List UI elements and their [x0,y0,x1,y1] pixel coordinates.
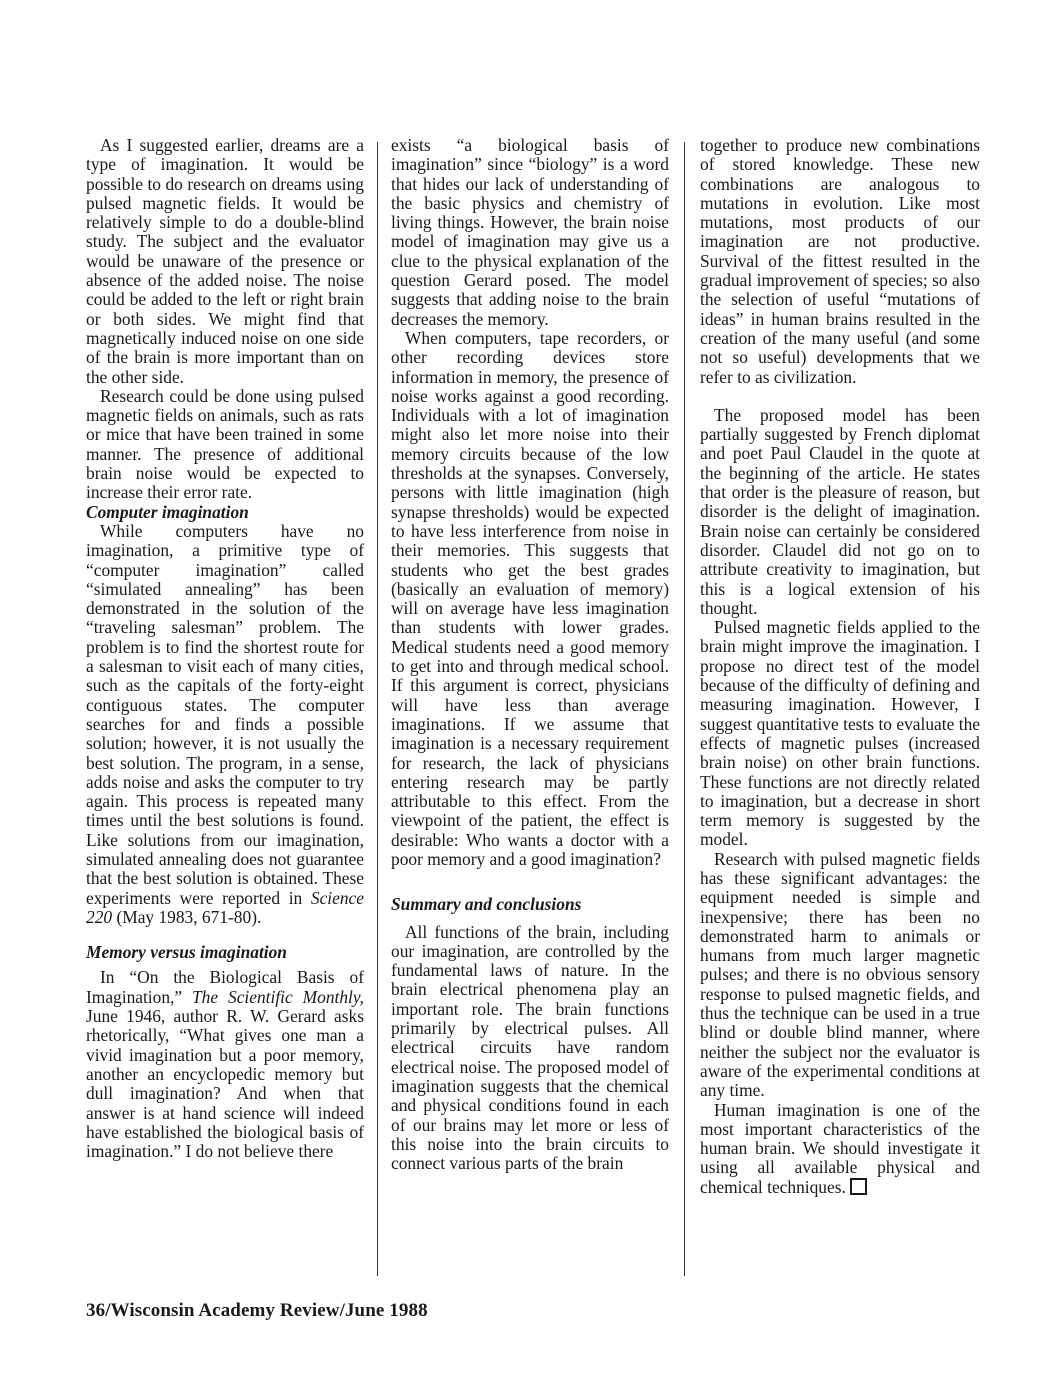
article-column-3 [700,136,980,1197]
paragraph: When computers, tape recorders, or other recording devices store information in memory, the presence of noise works against a good recording. Individuals with a lot of imagination might also let more noise into their memory circuits because of the low thresholds at the synapses. Conversely, persons with little imagination (high synapse thresholds) would be expected to have less interference from noise in their memories. This suggests that students who get the best grades (basically an evaluation of memory) will on average have less imagination than students with lower grades. Medical students need a good memory to get into and through medical school. If this argument is correct, physicians will have less than average imaginations. If we assume that imagination is a necessary requirement for research, the lack of physicians entering research may be partly attributable to this effect. From the viewpoint of the patient, the effect is desirable: Who wants a doctor with a poor memory and a good imagination? [391,327,669,869]
section-heading-computer-imagination: Computer imagination [86,501,249,522]
paragraph: The proposed model has been partially suggested by French diplomat and poet Paul Claudel in the quote at the beginning of the article. He states that order is the pleasure of reason, but disorder is the delight of imagination. Brain noise can certainly be considered disorder. Claudel did not go on to attribute creativity to imagination, but this is a logical extension of his thought. [700,404,980,618]
paragraph [86,522,364,927]
section-heading-memory-versus-imagination: Memory versus imagination [86,942,287,963]
text-run: In “On the Biological Basis of Imagination,” [86,967,364,1007]
column-divider-right [684,142,685,1276]
column-divider-left [377,142,378,1276]
article-column-1 [86,136,364,1161]
paragraph: exists “a biological basis of imagination” since “biology” is a word that hides our lack of understanding of the basic physics and chemistry of living things. However, the brain noise model of imagination may give us a clue to the physical explanation of the question Gerard posed. The model suggests that adding noise to the brain decreases the memory. [391,135,669,329]
paragraph: Research could be done using pulsed magnetic fields on animals, such as rats or mice that have been trained in some manner. The presence of additional brain noise would be expected to increase their error rate. [86,385,364,503]
page-footer: 36/Wisconsin Academy Review/June 1988 [86,1300,428,1321]
paragraph: together to produce new combinations of stored knowledge. These new combinations are analogous to mutations in evolution. Like most mutations, most products of our imagination are not productive. Survival of the fittest resulted in the gradual improvement of species; so also the selection of useful “mutations of ideas” in human brains resulted in the creation of the many useful (and some not so useful) developments that we refer to as civilization. [700,135,980,387]
text-run: While computers have no imagination, a primitive type of “computer imagination” called “simulated annealing” has been demonstrated in the solution of the “traveling salesman” problem. The problem is to find the shortest route for a salesman to visit each of many cities, such as the capitals of the forty-eight contiguous states. The computer searches for and finds a possible solution; however, it is not usually the best solution. The program, in a sense, adds noise and asks the computer to try again. This process is repeated many times until the best solutions is found. Like solutions from our imagination, simulated annealing does not guarantee that the best solution is obtained. These experiments were reported in [86,520,364,908]
paragraph: All functions of the brain, including our imagination, are controlled by the fundamental laws of nature. In the brain electrical phenomena play an important role. The brain functions primarily by electrical pulses. All electrical circuits have random electrical noise. The proposed model of imagination suggests that the chemical and physical conditions found in each of our brains may let more or less of this noise into the brain circuits to connect various parts of the brain [391,921,669,1174]
citation-italic: Science 220 [86,887,364,927]
end-mark-icon [850,1178,867,1195]
section-heading-summary-and-conclusions: Summary and conclusions [391,894,582,915]
text-run: Human imagination is one of the most important characteristics of the human brain. We should investigate it using all available physical and chemical techniques. [700,1099,980,1197]
text-run: June 1946, author R. W. Gerard asks rhetorically, “What gives one man a vivid imagination but a poor memory, another an encyclopedic memory but dull imagination? And when that answer is at hand science will indeed have established the biological basis of imagination.” I do not believe there [86,1006,364,1162]
paragraph [86,968,364,1161]
paragraph [700,1101,980,1197]
paragraph: Research with pulsed magnetic fields has these significant advantages: the equipment needed is simple and inexpensive; there has been no demonstrated harm to animals or humans from much larger magnetic pulses; and there is no obvious sensory response to pulsed magnetic fields, and thus the technique can be used in a true blind or double blind manner, where neither the subject nor the evaluator is aware of the experimental conditions at any time. [700,848,980,1101]
text-run: (May 1983, 671-80). [112,906,262,927]
article-column-2 [391,136,669,1173]
paragraph: As I suggested earlier, dreams are a type of imagination. It would be possible to do research on dreams using pulsed magnetic fields. It would be relatively simple to do a double-blind study. The subject and the evaluator would be unaware of the presence or absence of the added noise. The noise could be added to the left or right brain or both sides. We might find that magnetically induced noise on one side of the brain is more important than on the other side. [86,135,364,387]
paragraph: Pulsed magnetic fields applied to the brain might improve the imagination. I propose no direct test of the model because of the difficulty of defining and measuring imagination. However, I suggest quantitative tests to evaluate the effects of magnetic pulses (increased brain noise) on other brain functions. These functions are not directly related to imagination, but a decrease in short term memory is suggested by the model. [700,617,980,850]
citation-italic: The Scientific Monthly, [192,986,364,1007]
